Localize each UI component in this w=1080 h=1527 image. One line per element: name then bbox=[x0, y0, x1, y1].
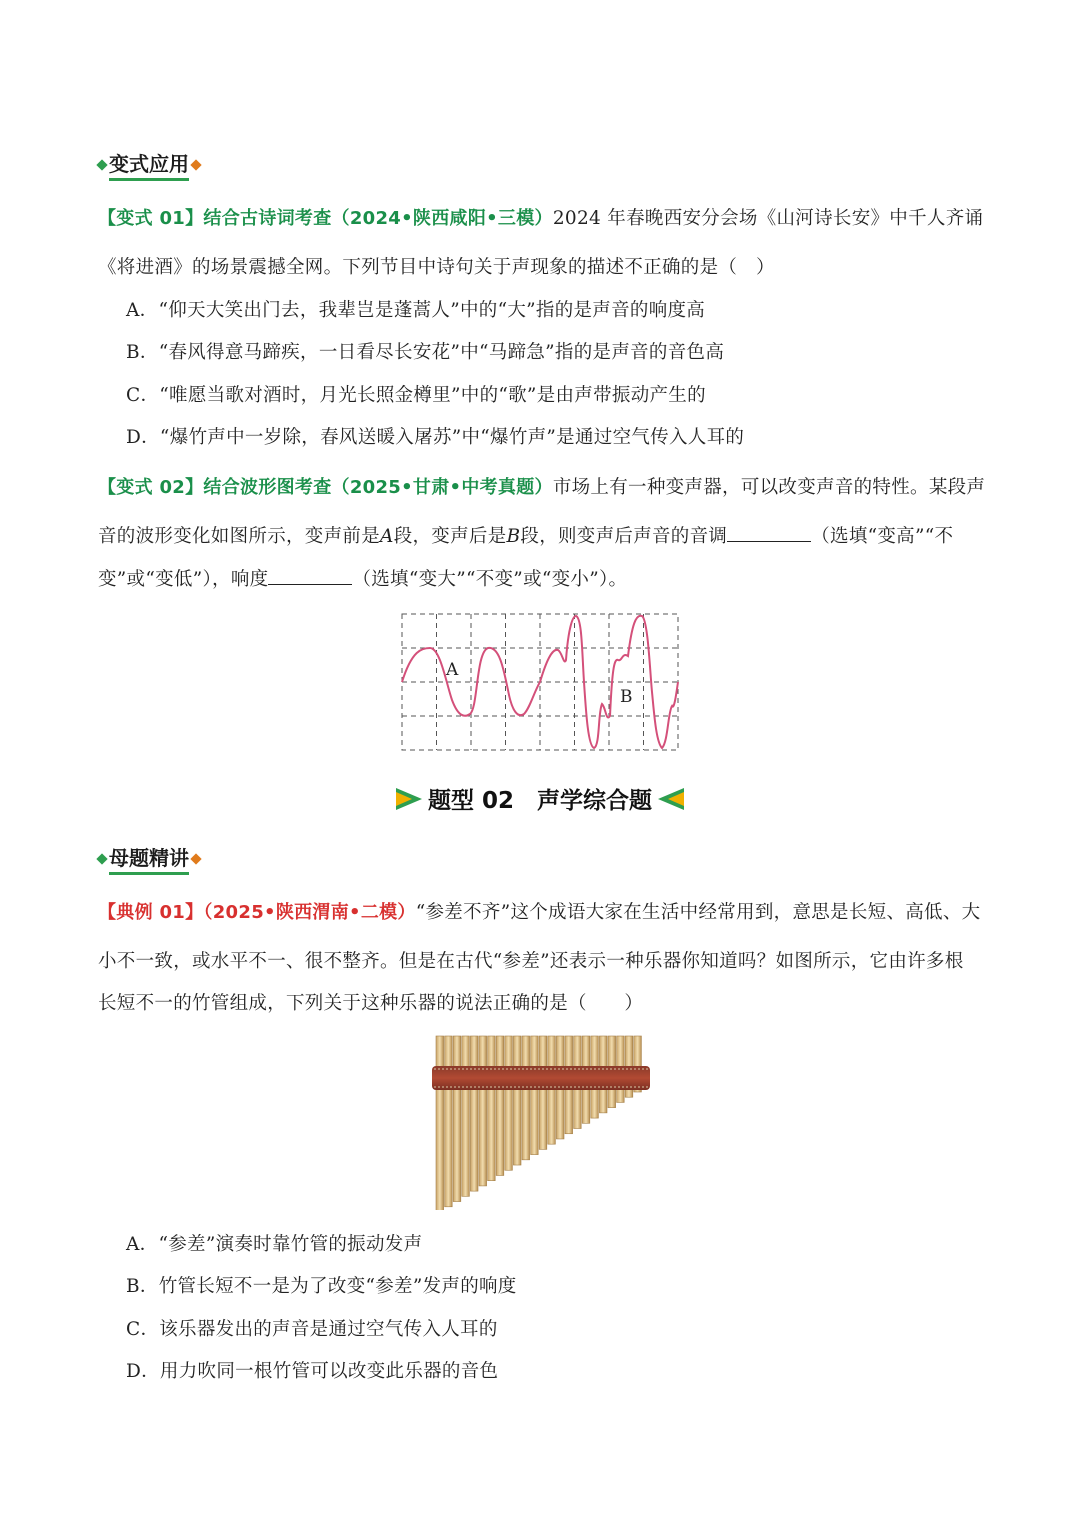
left-arrow-icon bbox=[396, 788, 422, 810]
variant1-stem-line1 bbox=[98, 204, 983, 230]
variant2-tag: 【变式 02】结合波形图考查（2025•甘肃•中考真题） bbox=[98, 477, 553, 498]
variant2-text-a: 音的波形变化如图所示，变声前是 bbox=[98, 526, 381, 547]
variant1-option-a: A．“仰天大笑出门去，我辈岂是蓬蒿人”中的“大”指的是声音的响度高 bbox=[126, 300, 706, 321]
right-arrow-icon bbox=[658, 788, 684, 810]
bamboo-pipe bbox=[470, 1036, 478, 1191]
section-heading-text: 母题精讲 bbox=[109, 842, 189, 875]
wave-label-a: A bbox=[446, 660, 459, 680]
variant2-stem-text1: 市场上有一种变声器，可以改变声音的特性。某段声 bbox=[552, 477, 986, 498]
orange-diamond-icon bbox=[190, 159, 201, 170]
question-type-title bbox=[0, 782, 1080, 815]
green-diamond-icon bbox=[96, 159, 107, 170]
variant1-option-d: D．“爆竹声中一岁除，春风送暖入屠苏”中“爆竹声”是通过空气传入人耳的 bbox=[126, 427, 745, 448]
variant2-text-d: （选填“变高”“不 bbox=[811, 526, 954, 547]
wave-label-b: B bbox=[620, 687, 633, 707]
bamboo-pipe bbox=[462, 1036, 470, 1196]
variant1-stem-text1: 2024 年春晚西安分会场《山河诗长安》中千人齐诵 bbox=[552, 208, 984, 229]
bamboo-pipes bbox=[436, 1036, 641, 1210]
variant1-option-c: C．“唯愿当歌对酒时，月光长照金樽里”中的“歌”是由声带振动产生的 bbox=[126, 385, 706, 406]
orange-diamond-icon bbox=[190, 853, 201, 864]
example1-option-b: B．竹管长短不一是为了改变“参差”发声的响度 bbox=[126, 1276, 517, 1297]
example1-option-c: C．该乐器发出的声音是通过空气传入人耳的 bbox=[126, 1319, 498, 1340]
pan-flute-image bbox=[430, 1032, 652, 1210]
example1-stem-line3: 长短不一的竹管组成，下列关于这种乐器的说法正确的是（ ） bbox=[98, 993, 644, 1014]
bamboo-pipe bbox=[488, 1036, 496, 1181]
bamboo-pipe bbox=[522, 1036, 530, 1160]
variant2-text-f: （选填“变大”“不变”或“变小”）。 bbox=[352, 569, 628, 590]
section-heading-text: 变式应用 bbox=[109, 148, 189, 181]
bamboo-pipe bbox=[531, 1036, 539, 1155]
green-diamond-icon bbox=[96, 853, 107, 864]
variant2-text-e: 变”或“变低”），响度 bbox=[98, 569, 269, 590]
bamboo-pipe bbox=[479, 1036, 487, 1186]
example1-tag: 【典例 01】（2025•陕西渭南•二模） bbox=[98, 902, 416, 923]
flute-band bbox=[432, 1066, 650, 1090]
example1-stem-line2: 小不一致，或水平不一、很不整齐。但是在古代“参差”还表示一种乐器你知道吗？如图所示，它由许多根 bbox=[98, 951, 964, 972]
example1-stem-text1: “参差不齐”这个成语大家在生活中经常用到，意思是长短、高低、大 bbox=[415, 902, 981, 923]
variant2-stem-line1 bbox=[98, 473, 985, 499]
bamboo-pipe bbox=[436, 1036, 444, 1210]
section-heading-mother bbox=[98, 842, 200, 875]
variant2-stem-line2 bbox=[98, 522, 953, 548]
variant1-stem-line2: 《将进酒》的场景震撼全网。下列节目中诗句关于声现象的描述不正确的是（ ） bbox=[98, 257, 775, 278]
bamboo-pipe bbox=[539, 1036, 547, 1149]
variant2-var-a: A bbox=[380, 526, 394, 547]
section-heading-variant bbox=[98, 148, 200, 181]
variant1-tag: 【变式 01】结合古诗词考查（2024•陕西咸阳•三模） bbox=[98, 208, 553, 229]
answer-blank-loudness bbox=[268, 568, 352, 585]
example1-option-a: A．“参差”演奏时靠竹管的振动发声 bbox=[126, 1234, 423, 1255]
variant2-text-b: 段，变声后是 bbox=[393, 526, 507, 547]
variant2-text-c: 段，则变声后声音的音调 bbox=[520, 526, 728, 547]
answer-blank-pitch bbox=[727, 525, 811, 542]
question-type-text: 题型 02 声学综合题 bbox=[427, 788, 652, 814]
waveform-figure bbox=[400, 612, 680, 754]
variant2-stem-line3 bbox=[98, 565, 627, 591]
bamboo-pipe bbox=[445, 1036, 453, 1207]
example1-stem-line1 bbox=[98, 898, 980, 924]
bamboo-pipe bbox=[548, 1036, 556, 1144]
example1-option-d: D．用力吹同一根竹管可以改变此乐器的音色 bbox=[126, 1361, 499, 1382]
bamboo-pipe bbox=[453, 1036, 461, 1202]
bamboo-pipe bbox=[496, 1036, 504, 1175]
variant1-option-b: B．“春风得意马蹄疾，一日看尽长安花”中“马蹄急”指的是声音的音色高 bbox=[126, 342, 725, 363]
variant2-var-b: B bbox=[506, 526, 521, 547]
bamboo-pipe bbox=[513, 1036, 521, 1165]
bamboo-pipe bbox=[505, 1036, 513, 1170]
